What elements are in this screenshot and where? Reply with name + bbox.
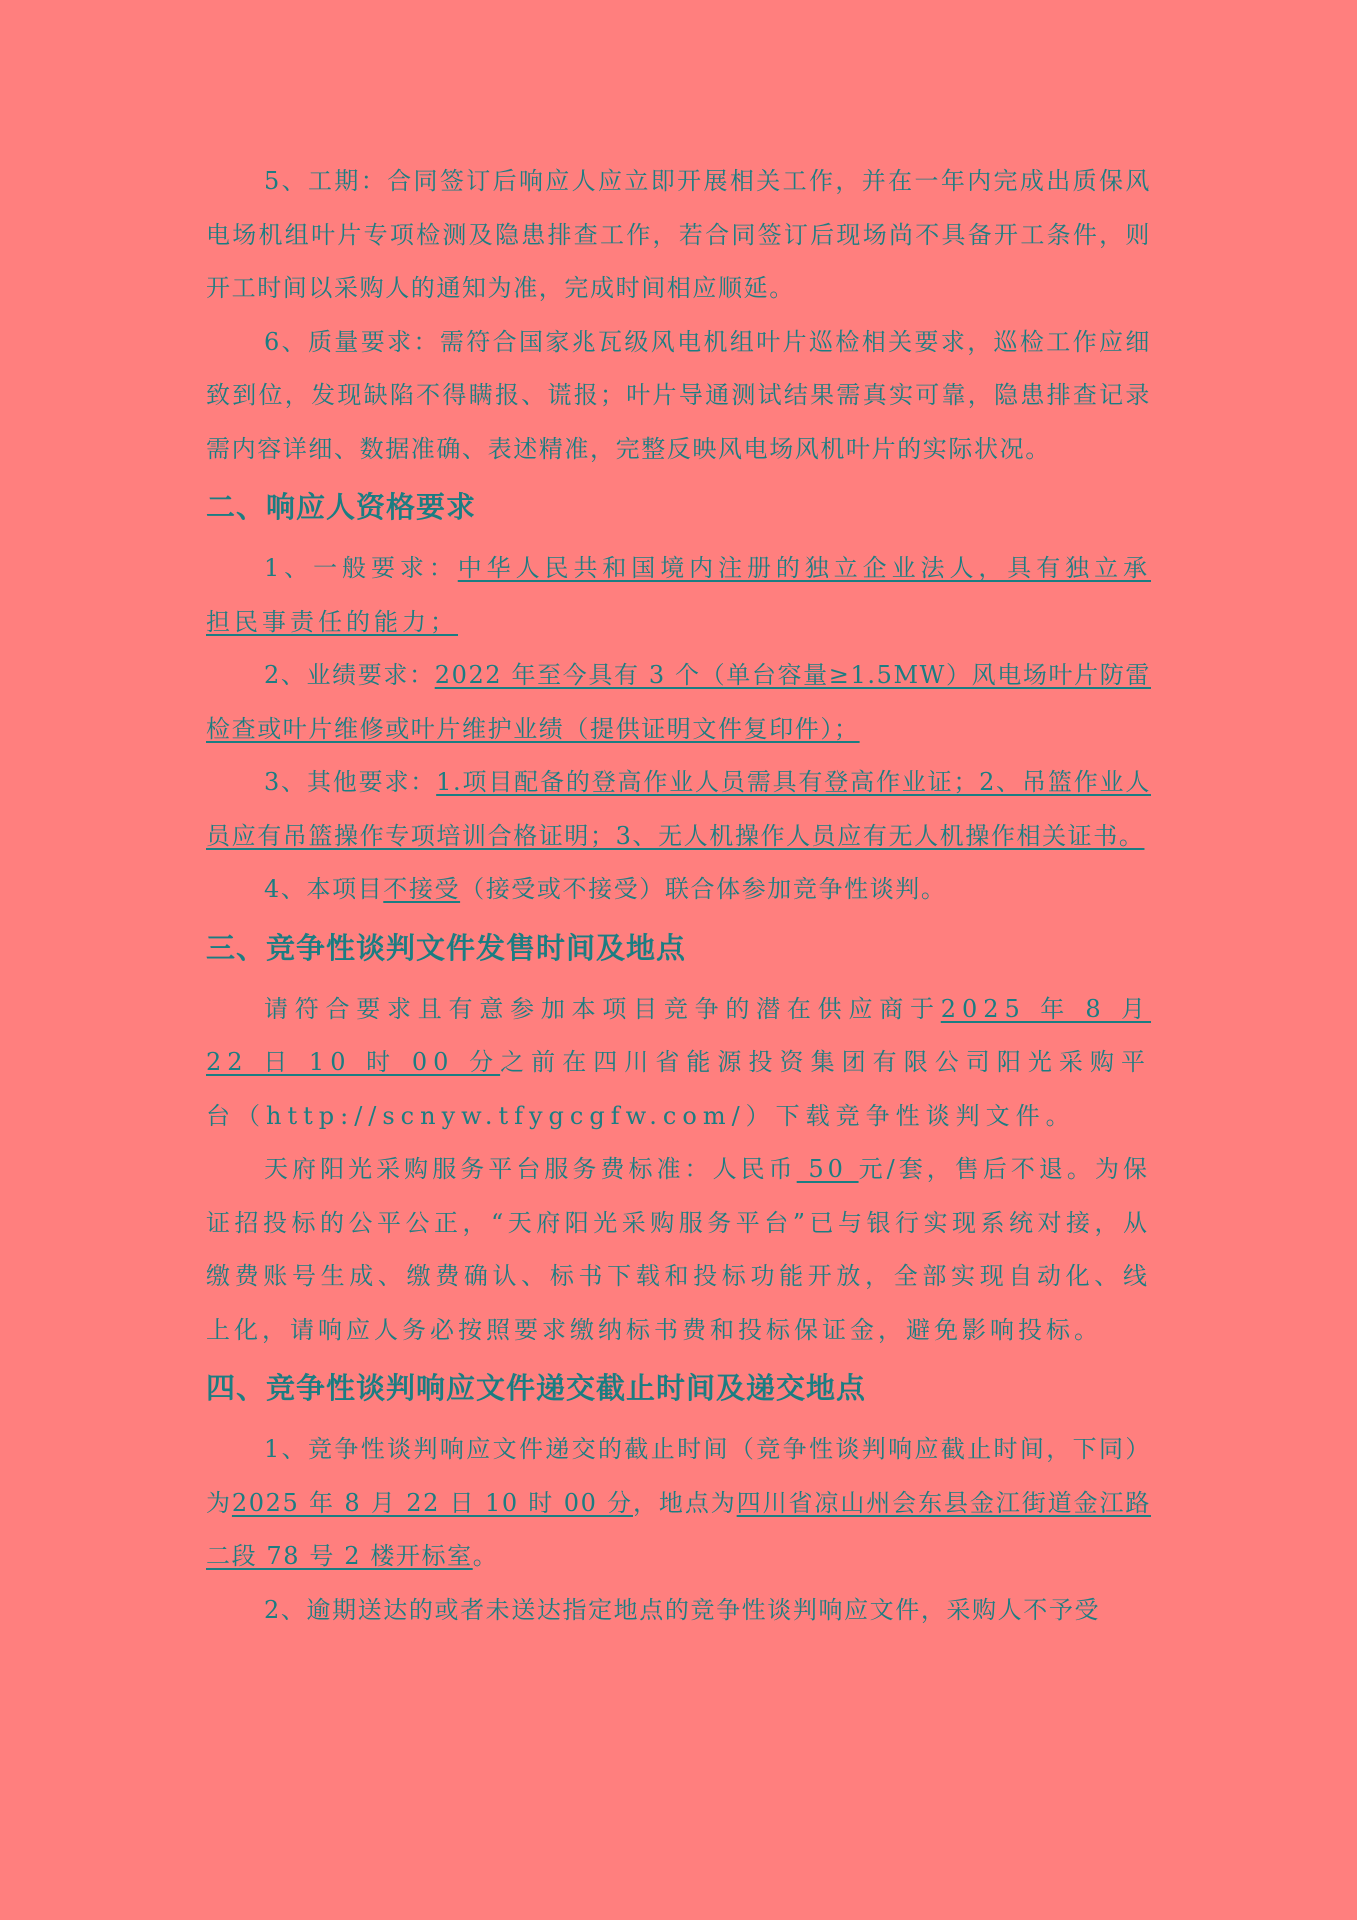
- suffix-consortium: （接受或不接受）联合体参加竞争性谈判。: [460, 875, 947, 903]
- label-consortium: 4、本项目: [264, 875, 384, 903]
- label-submission-deadline: 1、竞争性谈判响应文件递交的截止时间（竞争性谈判响应截止时间，下同）为: [206, 1435, 1151, 1517]
- value-submission-place: 四川省凉山州会东县金江街道金江路二段 78 号 2 楼开标室: [206, 1488, 1151, 1570]
- suffix-sale-time: 之前在四川省能源投资集团有限公司阳光采购平台（http://scnyw.tfygcgfw.com/）下载竞争性谈判文件。: [206, 1048, 1152, 1130]
- paragraph-submission-deadline: [206, 1423, 1151, 1584]
- paragraph-quality: 6、质量要求：需符合国家兆瓦级风电机组叶片巡检相关要求，巡检工作应细致到位，发现缺陷不得瞒报、谎报；叶片导通测试结果需真实可靠，隐患排查记录需内容详细、数据准确、表述精准，完整反映风电场风机叶片的实际状况。: [206, 327, 1151, 463]
- label-sale-time: 请符合要求且有意参加本项目竞争的潜在供应商于: [264, 994, 941, 1023]
- value-other-requirement: 1.项目配备的登高作业人员需具有登高作业证；2、吊篮作业人员应有吊篮操作专项培训合格证明；3、无人机操作人员应有无人机操作相关证书。: [206, 768, 1151, 850]
- heading-submission: 四、竞争性谈判响应文件递交截止时间及递交地点: [206, 1371, 867, 1405]
- value-performance-requirement: 2022 年至今具有 3 个（单台容量≥1.5MW）风电场叶片防雷检查或叶片维修或叶片维护业绩（提供证明文件复印件）；: [206, 661, 1151, 743]
- paragraph-schedule: 5、工期：合同签订后响应人应立即开展相关工作，并在一年内完成出质保风电场机组叶片专项检测及隐患排查工作，若合同签订后现场尚不具备开工条件，则开工时间以采购人的通知为准，完成时间相应顺延。: [206, 167, 1151, 302]
- heading-qualification: 二、响应人资格要求: [206, 490, 477, 524]
- paragraph-service-fee: [206, 1143, 1151, 1357]
- document-body: [206, 155, 1151, 1637]
- value-sale-deadline: 2025 年 8 月 22 日 10 时 00 分: [206, 994, 1152, 1076]
- value-consortium: 不接受: [383, 875, 461, 903]
- label-other-requirement: 3、其他要求：: [264, 768, 437, 796]
- label-service-fee: 天府阳光采购服务平台服务费标准：人民币: [264, 1155, 797, 1183]
- paragraph-consortium: [206, 863, 1151, 917]
- paragraph-late-submission: 2、逾期送达的或者未送达指定地点的竞争性谈判响应文件，采购人不予受: [264, 1595, 1101, 1624]
- suffix-service-fee: 元/套，售后不退。为保证招投标的公平公正，“天府阳光采购服务平台”已与银行实现系统对接，从缴费账号生成、缴费确认、标书下载和投标功能开放，全部实现自动化、线上化，请响应人务必按照要求缴纳标书费和投标保证金，避免影响投标。: [206, 1155, 1152, 1344]
- value-submission-deadline: 2025 年 8 月 22 日 10 时 00 分: [231, 1488, 633, 1517]
- label-submission-place: ，地点为: [632, 1488, 737, 1517]
- label-general-requirement: 1、一般要求：: [264, 554, 458, 582]
- value-general-requirement: 中华人民共和国境内注册的独立企业法人，具有独立承担民事责任的能力；: [206, 554, 1151, 636]
- paragraph-sale-time: [206, 983, 1151, 1144]
- paragraph-other-requirement: [206, 756, 1151, 863]
- value-service-fee: 50: [796, 1155, 859, 1183]
- paragraph-general-requirement: [206, 542, 1151, 649]
- heading-sale: 三、竞争性谈判文件发售时间及地点: [206, 930, 687, 965]
- suffix-submission: 。: [472, 1542, 499, 1570]
- label-performance-requirement: 2、业绩要求：: [264, 661, 435, 689]
- paragraph-performance-requirement: [206, 649, 1151, 756]
